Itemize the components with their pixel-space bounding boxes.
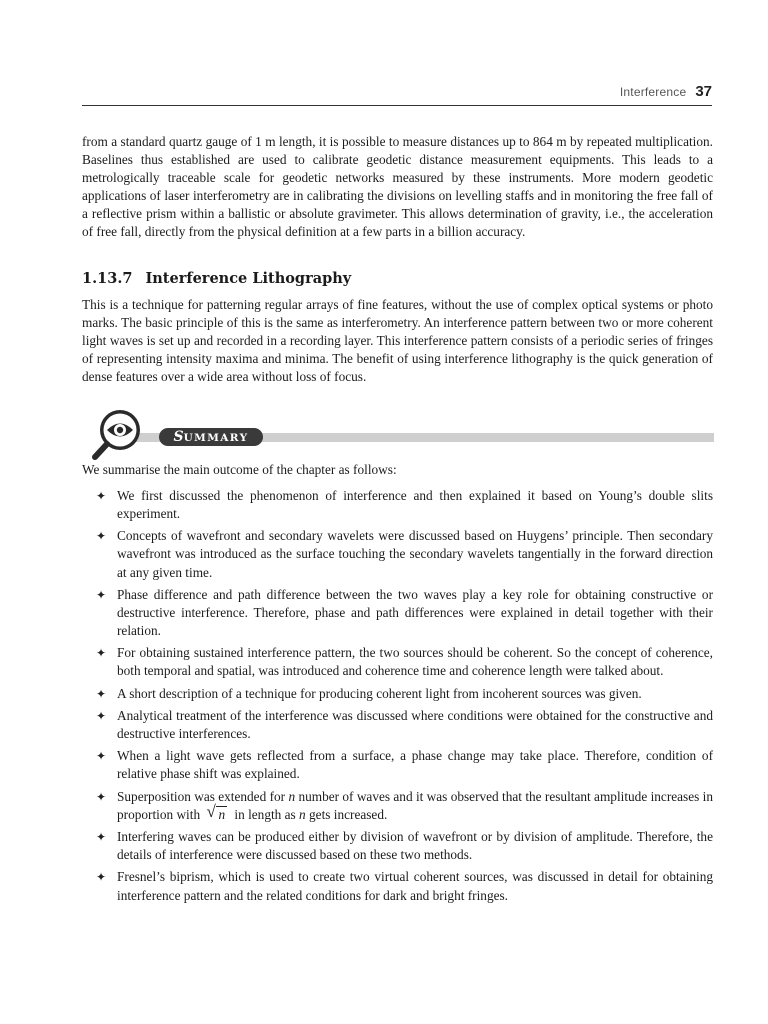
bullet-icon: ✦ bbox=[96, 587, 107, 602]
summary-item: ✦ A short description of a technique for producing coherent light from incoherent sources was given. bbox=[82, 685, 713, 703]
summary-item: ✦ Fresnel’s biprism, which is used to create two virtual coherent sources, was discussed in detail for obtaining interference pattern and the related conditions for dark and bright fringes. bbox=[96, 869, 713, 903]
continued-paragraph: from a standard quartz gauge of 1 m length, it is possible to measure distances up to 864 m by repeated multiplication. Baselines thus established are used to calibrate geodetic distance measurement equipments. This leads to a metrologically traceable scale for geodetic networks measured by these instruments. More modern geodetic applications of laser interferometry are in calibrating the divisions on levelling staffs and in monitoring the free fall of a reflective prism within a ballistic or absolute gravimeter. This allows determination of gravity, i.e., the acceleration of free fall, directly from the physical definition at a few parts in a billion accuracy. bbox=[82, 134, 713, 240]
bullet-icon: ✦ bbox=[96, 830, 107, 845]
math-variable: n bbox=[299, 806, 306, 822]
summary-item: ✦ When a light wave gets reflected from a surface, a phase change may take place. Therefore, condition of relative phase shift was explained. bbox=[96, 748, 713, 782]
section-title: Interference Lithography bbox=[145, 270, 352, 287]
summary-banner bbox=[82, 408, 714, 460]
math-variable: n bbox=[288, 788, 296, 804]
section-body: This is a technique for patterning regular arrays of fine features, without the use of complex optical systems or photo marks. The basic principle of this is the same as interferometry. An interference pattern between two or more coherent light waves is set up and recorded in a recording layer. This interference pattern consists of a periodic series of fringes of representing intensity maxima and minima. The benefit of using interference lithography is the quick generation of dense features over a wide area without loss of focus. bbox=[82, 297, 713, 385]
bullet-icon: ✦ bbox=[96, 646, 107, 661]
bullet-icon: ✦ bbox=[96, 529, 107, 544]
bullet-icon: ✦ bbox=[96, 686, 107, 701]
running-header bbox=[82, 83, 712, 106]
summary-item: ✦ Analytical treatment of the interference was discussed where conditions were obtained for the constructive and destructive interferences. bbox=[96, 707, 713, 742]
summary-item: ✦ Interfering waves can be produced either by division of wavefront or by division of amplitude. Therefore, the details of interference were discussed based on these two methods. bbox=[96, 829, 713, 863]
running-head-section: Interference bbox=[619, 85, 687, 99]
section-number: 1.13.7 bbox=[82, 270, 133, 287]
summary-intro: We summarise the main outcome of the chapter as follows: bbox=[82, 462, 397, 477]
magnifier-eye-icon bbox=[88, 408, 148, 460]
bullet-icon: ✦ bbox=[96, 749, 107, 764]
square-root: √ n bbox=[206, 801, 226, 822]
summary-item: ✦ Superposition was extended for n number of waves and it was observed that the resultant amplitude increases in proportion with √ n in length as n gets increased. bbox=[82, 788, 713, 824]
section-heading bbox=[82, 270, 351, 287]
bullet-icon: ✦ bbox=[96, 489, 107, 503]
summary-list bbox=[82, 487, 713, 909]
bullet-icon: ✦ bbox=[96, 870, 107, 885]
summary-item: ✦ For obtaining sustained interference pattern, the two sources should be coherent. So the concept of coherence, both temporal and spatial, was introduced and coherence time and coherence length were talked about. bbox=[96, 645, 713, 679]
bullet-icon: ✦ bbox=[96, 708, 107, 723]
summary-item: ✦ Phase difference and path difference between the two waves play a key role for obtaining constructive or destructive interference. Therefore, phase and path differences were explained in detail together with their relation. bbox=[96, 586, 713, 639]
summary-label: SUMMARY bbox=[159, 428, 263, 446]
summary-item: ✦ We first discussed the phenomenon of interference and then explained it based on Young’s double slits experiment. bbox=[96, 488, 713, 522]
bullet-icon: ✦ bbox=[96, 789, 107, 804]
summary-item: ✦ Concepts of wavefront and secondary wavelets were discussed based on Huygens’ principle. Then secondary wavefront was introduced as the surface touching the secondary wavelets tangentially in the forward direction at any given time. bbox=[96, 528, 713, 580]
page-number: 37 bbox=[695, 83, 712, 100]
